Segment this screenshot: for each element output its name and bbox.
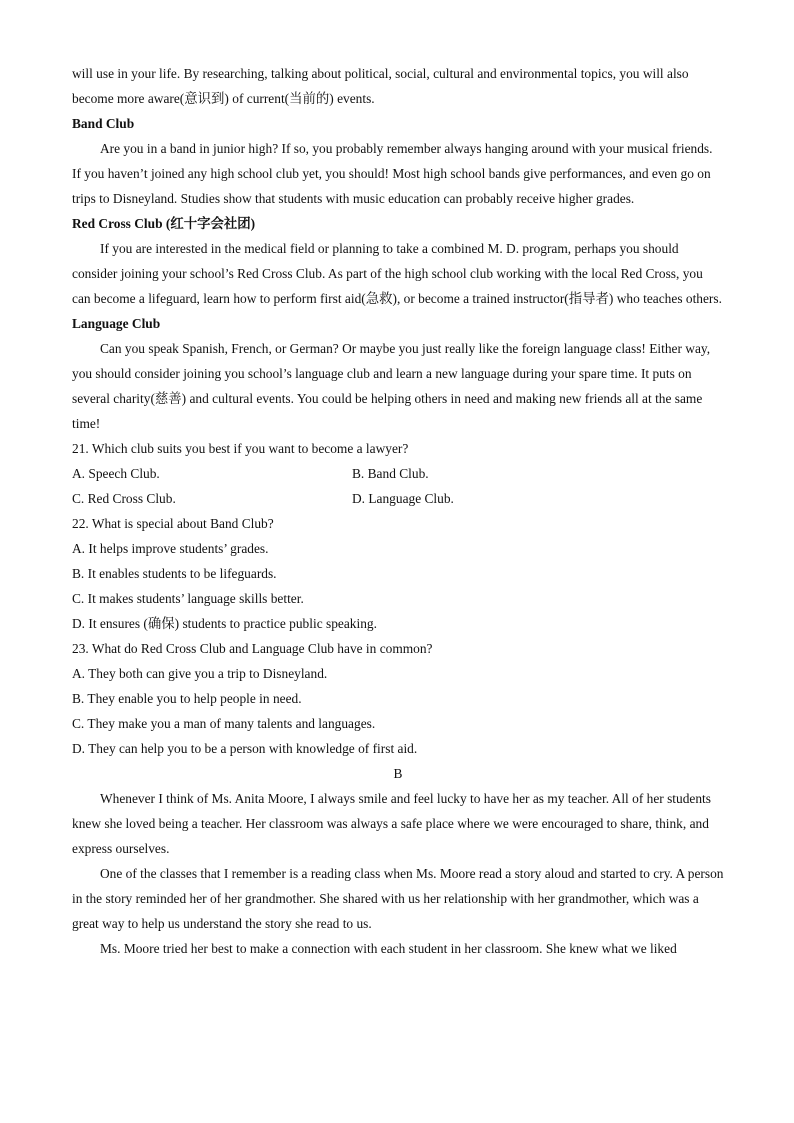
band-club-heading: Band Club <box>72 116 135 131</box>
question-22-option-c: C. It makes students’ language skills better. <box>72 591 304 606</box>
passage-b-label: B <box>393 766 403 781</box>
language-club-heading: Language Club <box>72 316 161 331</box>
language-club-paragraph: Can you speak Spanish, French, or German? Or maybe you just really like the foreign language class! Either way, you should consider joining you school’s language club and learn a new language during your spare time. It puts on several charity(慈善) and cultural events. You could be helping others in need and making new friends all at the same time! <box>72 341 711 431</box>
question-22-option-a: A. It helps improve students’ grades. <box>72 541 269 556</box>
exam-page <box>72 61 724 961</box>
question-23-stem: 23. What do Red Cross Club and Language Club have in common? <box>72 641 433 656</box>
question-22 <box>72 511 724 636</box>
question-21-option-a: A. Speech Club. <box>72 466 160 481</box>
red-cross-club-paragraph: If you are interested in the medical field or planning to take a combined M. D. program, perhaps you should consider joining your school’s Red Cross Club. As part of the high school club working with the local Red Cross, you can become a lifeguard, learn how to perform first aid(急救), or become a trained instructor(指导者) who teaches others. <box>72 241 722 306</box>
passage-b-paragraph-1: Whenever I think of Ms. Anita Moore, I always smile and feel lucky to have her as my teacher. All of her students knew she loved being a teacher. Her classroom was always a safe place where we were encouraged to share, think, and express ourselves. <box>72 791 711 856</box>
question-23-option-d: D. They can help you to be a person with knowledge of first aid. <box>72 741 418 756</box>
question-21 <box>72 436 724 511</box>
band-club-paragraph: Are you in a band in junior high? If so, you probably remember always hanging around with your musical friends. If you haven’t joined any high school club yet, you should! Most high school bands give performances, and even go on trips to Disneyland. Studies show that students with music education can probably receive higher grades. <box>72 141 713 206</box>
question-22-option-d: D. It ensures (确保) students to practice public speaking. <box>72 616 377 631</box>
question-22-stem: 22. What is special about Band Club? <box>72 516 274 531</box>
intro-paragraph-tail: will use in your life. By researching, talking about political, social, cultural and environmental topics, you will also become more aware(意识到) of current(当前的) events. <box>72 66 689 106</box>
question-23 <box>72 636 724 761</box>
question-21-options-row-1 <box>72 461 724 486</box>
question-23-option-c: C. They make you a man of many talents and languages. <box>72 716 376 731</box>
question-23-option-a: A. They both can give you a trip to Disneyland. <box>72 666 328 681</box>
red-cross-club-heading: Red Cross Club (红十字会社团) <box>72 216 256 231</box>
question-21-option-c: C. Red Cross Club. <box>72 491 176 506</box>
question-21-options-row-2 <box>72 486 724 511</box>
passage-b-paragraph-3: Ms. Moore tried her best to make a connection with each student in her classroom. She knew what we liked <box>100 941 677 956</box>
question-21-option-b: B. Band Club. <box>352 466 429 481</box>
question-21-option-d: D. Language Club. <box>352 491 454 506</box>
question-23-option-b: B. They enable you to help people in need. <box>72 691 302 706</box>
question-22-option-b: B. It enables students to be lifeguards. <box>72 566 277 581</box>
passage-b-paragraph-2: One of the classes that I remember is a reading class when Ms. Moore read a story aloud and started to cry. A person in the story reminded her of her grandmother. She shared with us her relationship with her grandmother, which was a great way to help us understand the story she read to us. <box>72 866 724 931</box>
question-21-stem: 21. Which club suits you best if you want to become a lawyer? <box>72 441 409 456</box>
